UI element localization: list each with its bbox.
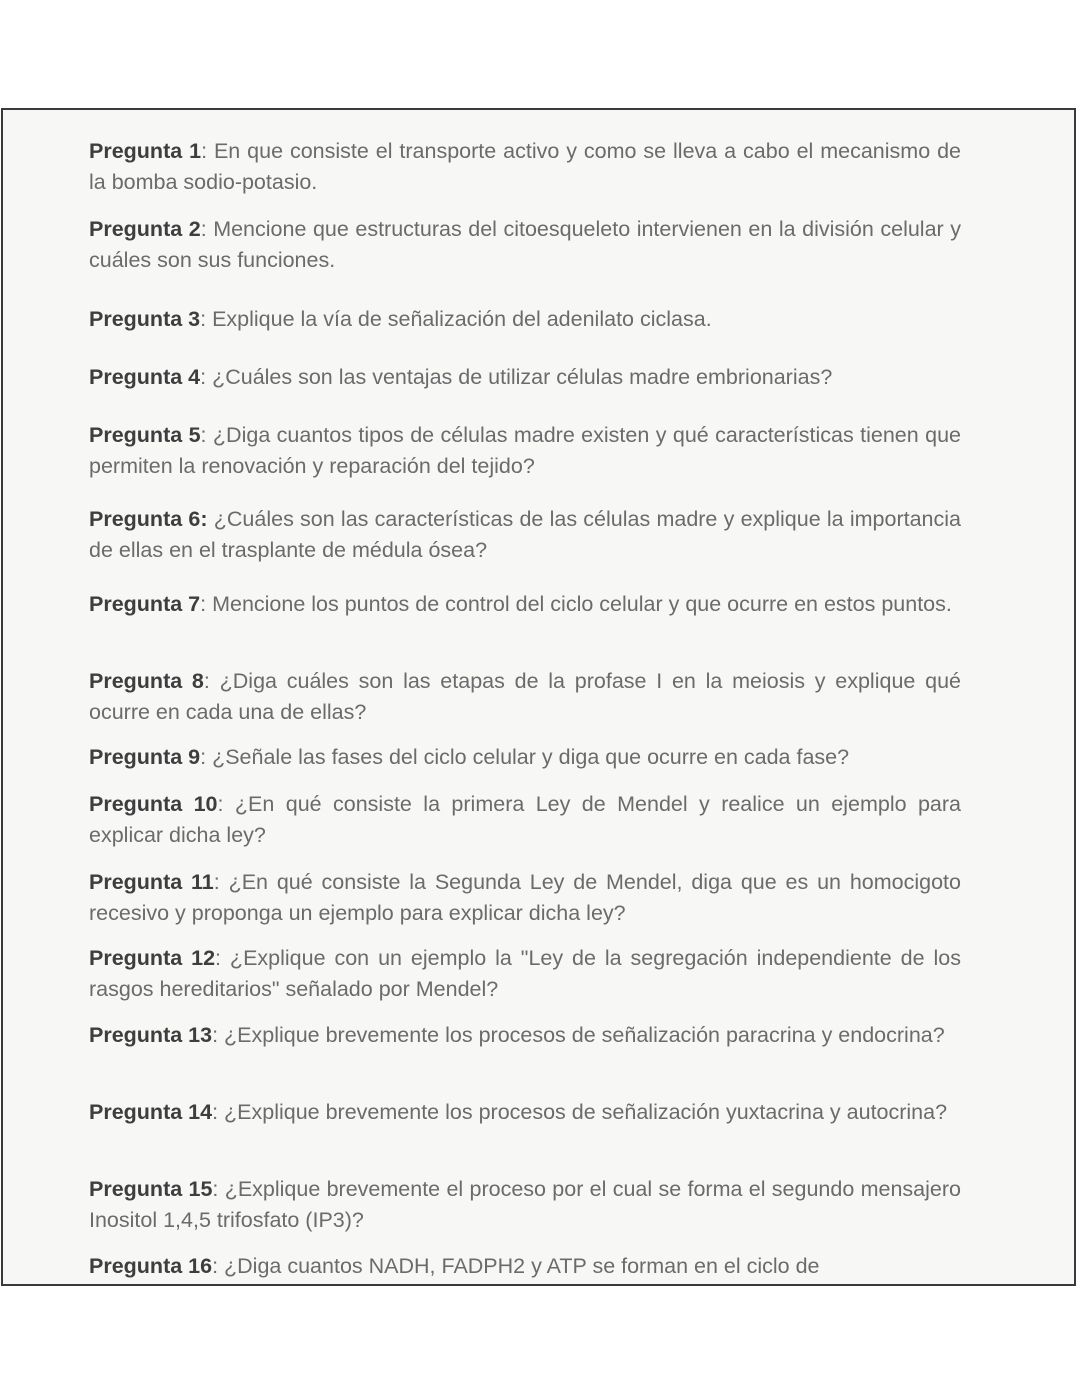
question-item <box>89 1251 961 1282</box>
question-text: : ¿Cuáles son las ventajas de utilizar células madre embrionarias? <box>200 365 833 389</box>
question-text: : ¿En qué consiste la Segunda Ley de Mendel, diga que es un homocigoto recesivo y proponga un ejemplo para explicar dicha ley? <box>89 870 961 925</box>
question-text: : ¿Explique brevemente el proceso por el cual se forma el segundo mensajero Inositol 1,4,5 trifosfato (IP3)? <box>89 1177 961 1232</box>
question-text: : Explique la vía de señalización del adenilato ciclasa. <box>200 307 712 331</box>
question-label: Pregunta 6: <box>89 507 208 531</box>
question-item <box>89 589 961 620</box>
question-label: Pregunta 14 <box>89 1100 213 1124</box>
question-text: : ¿Diga cuáles son las etapas de la profase I en la meiosis y explique qué ocurre en cada una de ellas? <box>89 669 961 724</box>
question-text: : Mencione que estructuras del citoesqueleto intervienen en la división celular y cuáles son sus funciones. <box>89 217 961 272</box>
question-label: Pregunta 5 <box>89 423 201 447</box>
question-item <box>89 742 961 773</box>
question-item <box>89 362 961 393</box>
question-text: : ¿Diga cuantos NADH, FADPH2 y ATP se forman en el ciclo de <box>212 1254 820 1278</box>
question-label: Pregunta 1 <box>89 139 202 163</box>
question-label: Pregunta 16 <box>89 1254 213 1278</box>
question-text: : ¿En qué consiste la primera Ley de Mendel y realice un ejemplo para explicar dicha ley? <box>89 792 961 847</box>
question-item <box>89 789 961 851</box>
question-label: Pregunta 10 <box>89 792 218 816</box>
question-text: : En que consiste el transporte activo y como se lleva a cabo el mecanismo de la bomba sodio-potasio. <box>89 139 961 194</box>
question-item <box>89 504 961 566</box>
question-item <box>89 1174 961 1236</box>
question-label: Pregunta 12 <box>89 946 216 970</box>
question-label: Pregunta 9 <box>89 745 201 769</box>
question-text: : ¿Explique con un ejemplo la "Ley de la segregación independiente de los rasgos hereditarios" señalado por Mendel? <box>89 946 961 1001</box>
document-page <box>1 108 1076 1286</box>
question-item <box>89 943 961 1005</box>
question-item <box>89 136 961 198</box>
question-label: Pregunta 15 <box>89 1177 213 1201</box>
question-text: : ¿Diga cuantos tipos de células madre existen y qué características tienen que permiten la renovación y reparación del tejido? <box>89 423 961 478</box>
question-label: Pregunta 8 <box>89 669 204 693</box>
question-label: Pregunta 13 <box>89 1023 213 1047</box>
question-item <box>89 1020 961 1051</box>
question-label: Pregunta 3 <box>89 307 201 331</box>
question-text: : ¿Explique brevemente los procesos de señalización paracrina y endocrina? <box>212 1023 945 1047</box>
question-item <box>89 867 961 929</box>
question-item <box>89 304 961 335</box>
question-item <box>89 666 961 728</box>
question-label: Pregunta 2 <box>89 217 201 241</box>
question-label: Pregunta 7 <box>89 592 201 616</box>
question-item <box>89 1097 961 1128</box>
question-item <box>89 420 961 482</box>
question-text: : Mencione los puntos de control del ciclo celular y que ocurre en estos puntos. <box>200 592 952 616</box>
question-text: : ¿Señale las fases del ciclo celular y diga que ocurre en cada fase? <box>200 745 850 769</box>
question-text: : ¿Explique brevemente los procesos de señalización yuxtacrina y autocrina? <box>212 1100 948 1124</box>
question-text: ¿Cuáles son las características de las células madre y explique la importancia de ellas en el trasplante de médula ósea? <box>89 507 961 562</box>
question-label: Pregunta 11 <box>89 870 214 894</box>
question-label: Pregunta 4 <box>89 365 201 389</box>
question-item <box>89 214 961 276</box>
